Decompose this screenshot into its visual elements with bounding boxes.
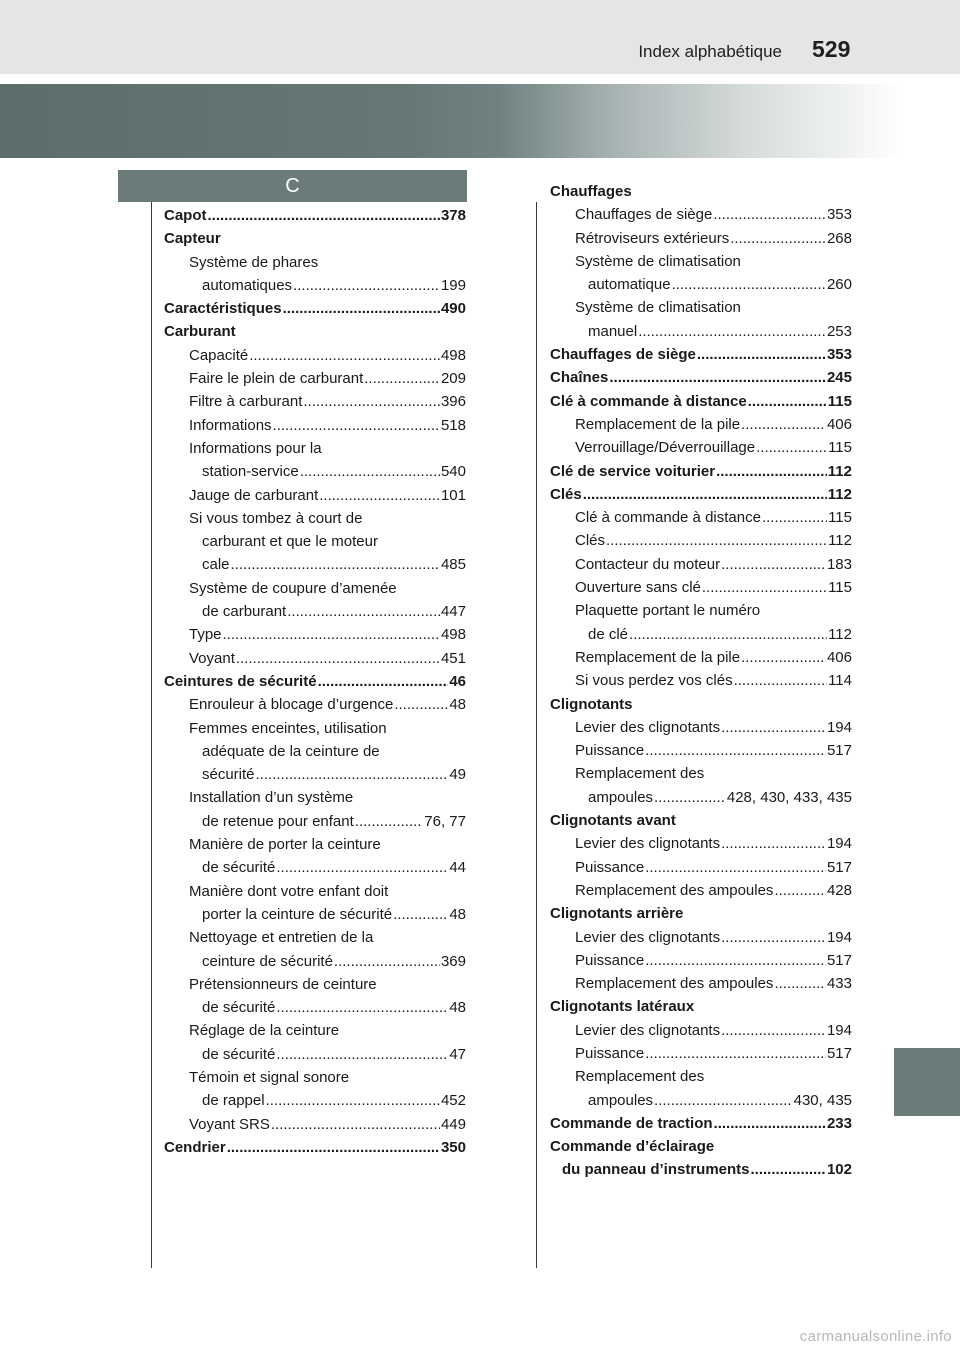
index-entry bbox=[550, 436, 852, 459]
index-entry-page: 353 bbox=[826, 206, 852, 224]
index-entry bbox=[164, 717, 466, 740]
index-entry-page: 112 bbox=[828, 625, 852, 643]
index-entry-label: station-service bbox=[202, 463, 299, 481]
dot-leader bbox=[394, 693, 448, 716]
index-entry-page: 199 bbox=[440, 276, 466, 294]
index-entry-label: Capot bbox=[164, 207, 207, 224]
index-entry-label: Remplacement de la pile bbox=[575, 648, 741, 666]
index-entry-label: de clé bbox=[588, 625, 629, 643]
index-entry bbox=[164, 530, 466, 553]
index-entry bbox=[164, 950, 466, 973]
index-entry-label: Réglage de la ceinture bbox=[189, 1022, 340, 1040]
index-entry bbox=[550, 972, 852, 995]
index-entry-page: 517 bbox=[826, 742, 852, 760]
index-entry bbox=[550, 786, 852, 809]
index-entry bbox=[550, 995, 852, 1018]
index-entry bbox=[164, 880, 466, 903]
index-entry bbox=[550, 390, 852, 413]
index-entry-label: Contacteur du moteur bbox=[575, 555, 721, 573]
index-entry-label: automatique bbox=[588, 276, 671, 294]
index-entry-label: Faire le plein de carburant bbox=[189, 370, 364, 388]
index-entry-page: 498 bbox=[440, 626, 466, 644]
dot-leader bbox=[293, 274, 440, 297]
dot-leader bbox=[223, 623, 440, 646]
dot-leader bbox=[266, 1089, 440, 1112]
index-entry-page: 396 bbox=[440, 393, 466, 411]
index-entry-label: Remplacement des ampoules bbox=[575, 881, 774, 899]
index-entry-label: Remplacement des bbox=[575, 1068, 705, 1086]
index-entry-page: 115 bbox=[828, 439, 852, 457]
dot-leader bbox=[364, 367, 440, 390]
dot-leader bbox=[756, 436, 827, 459]
dot-leader bbox=[273, 414, 440, 437]
index-entry bbox=[164, 833, 466, 856]
index-entry-label: Si vous perdez vos clés bbox=[575, 672, 733, 690]
index-entry-label: Manière dont votre enfant doit bbox=[189, 882, 389, 900]
dot-leader bbox=[734, 669, 828, 692]
index-entry bbox=[550, 1019, 852, 1042]
index-entry bbox=[164, 1019, 466, 1042]
index-entry bbox=[164, 553, 466, 576]
dot-leader bbox=[672, 273, 826, 296]
index-entry-page: 518 bbox=[440, 416, 466, 434]
index-entry bbox=[550, 832, 852, 855]
index-entry-label: ampoules bbox=[588, 788, 654, 806]
dot-leader bbox=[774, 972, 826, 995]
index-entry bbox=[550, 296, 852, 319]
index-entry-page: 76, 77 bbox=[424, 812, 466, 830]
index-entry bbox=[550, 529, 852, 552]
index-entry bbox=[550, 483, 852, 506]
index-entry-page: 451 bbox=[440, 649, 466, 667]
index-entry bbox=[164, 227, 466, 250]
index-entry bbox=[550, 180, 852, 203]
index-entry-page: 517 bbox=[826, 1044, 852, 1062]
dot-leader bbox=[606, 529, 827, 552]
dot-leader bbox=[629, 623, 827, 646]
index-entry bbox=[550, 227, 852, 250]
index-entry bbox=[550, 599, 852, 622]
dot-leader bbox=[748, 390, 827, 413]
dot-leader bbox=[762, 506, 827, 529]
index-entry-label: de sécurité bbox=[202, 1045, 276, 1063]
index-entry-page: 350 bbox=[440, 1138, 466, 1156]
index-entry-label: Système de climatisation bbox=[575, 299, 741, 317]
index-entry-label: Commande de traction bbox=[550, 1114, 713, 1132]
index-entry-page: 194 bbox=[826, 928, 852, 946]
index-entry-page: 517 bbox=[826, 858, 852, 876]
index-entry-label: Caractéristiques bbox=[164, 300, 282, 318]
index-entry-label: sécurité bbox=[202, 766, 255, 784]
index-entry bbox=[550, 716, 852, 739]
index-entry-label: Cendrier bbox=[164, 1138, 226, 1156]
index-entry bbox=[164, 623, 466, 646]
index-entry bbox=[164, 740, 466, 763]
dot-leader bbox=[714, 1112, 826, 1135]
index-entry bbox=[164, 670, 466, 693]
index-entry-label: Témoin et signal sonore bbox=[189, 1068, 350, 1086]
page-number: 529 bbox=[812, 36, 851, 62]
dot-leader bbox=[318, 670, 449, 693]
index-entry bbox=[550, 739, 852, 762]
index-entry bbox=[550, 343, 852, 366]
index-entry-label: du panneau d’instruments bbox=[562, 1161, 750, 1179]
index-entry-label: Clés bbox=[550, 485, 582, 503]
index-entry bbox=[164, 1089, 466, 1112]
index-entry-page: 428 bbox=[826, 881, 852, 899]
dot-leader bbox=[638, 320, 826, 343]
dot-leader bbox=[583, 483, 827, 506]
index-entry-label: Plaquette portant le numéro bbox=[575, 602, 761, 620]
dot-leader bbox=[721, 716, 826, 739]
index-entry-label: Système de coupure d’amenée bbox=[189, 579, 397, 597]
dot-leader bbox=[283, 297, 440, 320]
index-entry-label: Clé à commande à distance bbox=[550, 392, 747, 410]
index-entry-label: Informations bbox=[189, 416, 272, 434]
index-entry-page: 49 bbox=[449, 766, 466, 784]
index-entry-label: Puissance bbox=[575, 742, 645, 760]
index-entry-label: Verrouillage/Déverrouillage bbox=[575, 439, 756, 457]
index-entry bbox=[164, 414, 466, 437]
index-entry bbox=[550, 809, 852, 832]
right-column-divider bbox=[536, 202, 537, 1268]
index-entry bbox=[550, 926, 852, 949]
index-entry-page: 485 bbox=[440, 556, 466, 574]
dot-leader bbox=[271, 1113, 440, 1136]
index-entry bbox=[164, 367, 466, 390]
index-entry-label: Enrouleur à blocage d’urgence bbox=[189, 696, 394, 714]
index-entry bbox=[164, 856, 466, 879]
dot-leader bbox=[393, 903, 448, 926]
index-entry-label: Remplacement de la pile bbox=[575, 415, 741, 433]
index-entry bbox=[164, 1113, 466, 1136]
index-column-right bbox=[550, 180, 852, 1182]
dot-leader bbox=[721, 1019, 826, 1042]
index-entry-label: automatiques bbox=[202, 276, 293, 294]
index-entry-label: de sécurité bbox=[202, 999, 276, 1017]
index-entry-page: 449 bbox=[440, 1115, 466, 1133]
index-entry bbox=[550, 576, 852, 599]
index-entry-page: 101 bbox=[440, 486, 466, 504]
left-column-divider bbox=[151, 202, 152, 1268]
dot-leader bbox=[300, 460, 440, 483]
index-entry bbox=[550, 1042, 852, 1065]
dot-leader bbox=[697, 343, 826, 366]
dot-leader bbox=[716, 460, 827, 483]
dot-leader bbox=[287, 600, 440, 623]
index-entry-label: Ouverture sans clé bbox=[575, 579, 701, 597]
index-entry bbox=[550, 366, 852, 389]
index-entry-page: 353 bbox=[826, 346, 852, 364]
index-entry bbox=[550, 693, 852, 716]
index-entry bbox=[550, 1135, 852, 1158]
index-entry bbox=[164, 1066, 466, 1089]
index-entry-label: Clignotants arrière bbox=[550, 905, 684, 923]
dot-leader bbox=[741, 646, 826, 669]
dot-leader bbox=[730, 227, 826, 250]
index-entry bbox=[164, 786, 466, 809]
index-entry-label: Puissance bbox=[575, 951, 645, 969]
index-entry bbox=[164, 647, 466, 670]
dot-leader bbox=[249, 344, 440, 367]
index-entry-label: Carburant bbox=[164, 323, 236, 341]
index-entry-label: Ceintures de sécurité bbox=[164, 672, 317, 690]
index-entry-label: Chauffages bbox=[550, 183, 632, 200]
index-entry bbox=[164, 973, 466, 996]
index-entry-label: Clé à commande à distance bbox=[575, 509, 761, 527]
index-entry-label: manuel bbox=[588, 322, 638, 340]
index-entry-label: Chauffages de siège bbox=[550, 346, 696, 364]
index-entry-label: Jauge de carburant bbox=[189, 486, 319, 504]
dot-leader bbox=[645, 739, 826, 762]
index-entry bbox=[550, 1112, 852, 1135]
dot-leader bbox=[645, 1042, 826, 1065]
index-entry bbox=[550, 623, 852, 646]
index-entry-label: Clignotants avant bbox=[550, 812, 676, 830]
index-entry-page: 115 bbox=[828, 509, 852, 527]
index-entry bbox=[164, 693, 466, 716]
index-entry-page: 540 bbox=[440, 463, 466, 481]
index-entry bbox=[550, 273, 852, 296]
index-entry-page: 378 bbox=[440, 207, 466, 224]
index-entry-label: Clé de service voiturier bbox=[550, 462, 716, 480]
index-entry-label: Chauffages de siège bbox=[575, 206, 713, 224]
index-entry bbox=[550, 902, 852, 925]
index-entry bbox=[164, 390, 466, 413]
dot-leader bbox=[276, 996, 448, 1019]
index-entry-label: Prétensionneurs de ceinture bbox=[189, 975, 377, 993]
index-column-left bbox=[164, 204, 466, 1159]
index-entry bbox=[164, 274, 466, 297]
index-entry-page: 48 bbox=[449, 905, 466, 923]
index-entry-label: Clignotants bbox=[550, 695, 633, 713]
index-entry bbox=[550, 856, 852, 879]
dot-leader bbox=[236, 647, 440, 670]
index-entry-label: adéquate de la ceinture de bbox=[202, 742, 380, 760]
chapter-side-tab bbox=[894, 1048, 960, 1116]
index-entry-label: Manière de porter la ceinture bbox=[189, 836, 381, 854]
index-entry bbox=[164, 484, 466, 507]
index-entry-label: Clés bbox=[575, 532, 606, 550]
index-entry bbox=[164, 204, 466, 227]
index-entry bbox=[550, 1089, 852, 1112]
index-entry-label: porter la ceinture de sécurité bbox=[202, 905, 393, 923]
index-entry-page: 245 bbox=[826, 369, 852, 387]
index-entry-page: 44 bbox=[449, 859, 466, 877]
index-entry bbox=[164, 460, 466, 483]
dot-leader bbox=[609, 366, 826, 389]
index-entry bbox=[164, 1136, 466, 1159]
index-entry bbox=[550, 203, 852, 226]
index-entry-label: Levier des clignotants bbox=[575, 718, 721, 736]
index-entry bbox=[550, 460, 852, 483]
index-entry-label: Système de phares bbox=[189, 253, 319, 271]
dot-leader bbox=[721, 832, 826, 855]
index-entry-page: 447 bbox=[440, 603, 466, 621]
index-entry-page: 48 bbox=[449, 696, 466, 714]
index-entry-page: 194 bbox=[826, 835, 852, 853]
index-entry-page: 430, 435 bbox=[793, 1091, 852, 1109]
index-entry-label: cale bbox=[202, 556, 230, 574]
dot-leader bbox=[751, 1158, 826, 1181]
dot-leader bbox=[654, 786, 726, 809]
index-entry-page: 102 bbox=[826, 1161, 852, 1179]
index-entry bbox=[550, 1158, 852, 1181]
index-entry-page: 47 bbox=[449, 1045, 466, 1063]
index-entry bbox=[550, 250, 852, 273]
index-entry bbox=[164, 763, 466, 786]
index-entry-label: Remplacement des ampoules bbox=[575, 975, 774, 993]
index-entry-page: 260 bbox=[826, 276, 852, 294]
index-entry-page: 428, 430, 433, 435 bbox=[726, 788, 852, 806]
index-entry-label: de carburant bbox=[202, 603, 287, 621]
index-entry-page: 112 bbox=[828, 532, 852, 550]
index-entry bbox=[164, 437, 466, 460]
dot-leader bbox=[645, 949, 826, 972]
index-entry-page: 46 bbox=[449, 672, 466, 690]
index-entry-page: 233 bbox=[826, 1114, 852, 1132]
index-entry-label: Levier des clignotants bbox=[575, 835, 721, 853]
decorative-banner bbox=[0, 84, 960, 158]
dot-leader bbox=[276, 1043, 448, 1066]
index-entry bbox=[164, 810, 466, 833]
index-entry bbox=[164, 903, 466, 926]
index-entry bbox=[550, 1065, 852, 1088]
index-entry bbox=[164, 926, 466, 949]
index-entry bbox=[164, 507, 466, 530]
index-entry bbox=[164, 344, 466, 367]
dot-leader bbox=[208, 204, 440, 227]
dot-leader bbox=[702, 576, 827, 599]
index-entry-label: Filtre à carburant bbox=[189, 393, 303, 411]
dot-leader bbox=[721, 553, 826, 576]
dot-leader bbox=[227, 1136, 440, 1159]
index-entry-label: Voyant bbox=[189, 649, 235, 667]
index-entry-label: carburant et que le moteur bbox=[202, 533, 378, 551]
index-entry-label: Puissance bbox=[575, 858, 645, 876]
index-entry-page: 112 bbox=[827, 462, 852, 480]
index-entry-label: Capteur bbox=[164, 230, 221, 248]
index-entry-label: ceinture de sécurité bbox=[202, 952, 333, 970]
index-entry bbox=[164, 1043, 466, 1066]
index-entry bbox=[550, 949, 852, 972]
index-entry-page: 209 bbox=[440, 370, 466, 388]
index-entry-label: Levier des clignotants bbox=[575, 928, 721, 946]
index-entry-page: 115 bbox=[827, 392, 852, 410]
dot-leader bbox=[645, 856, 826, 879]
index-entry bbox=[550, 506, 852, 529]
index-entry-page: 406 bbox=[826, 415, 852, 433]
dot-leader bbox=[231, 553, 440, 576]
index-entry-page: 452 bbox=[440, 1092, 466, 1110]
index-entry-label: Femmes enceintes, utilisation bbox=[189, 719, 387, 737]
index-entry bbox=[164, 996, 466, 1019]
index-entry bbox=[164, 577, 466, 600]
index-entry-page: 115 bbox=[828, 579, 852, 597]
index-entry-page: 183 bbox=[826, 555, 852, 573]
dot-leader bbox=[713, 203, 826, 226]
index-entry-label: Informations pour la bbox=[189, 439, 322, 457]
index-entry bbox=[550, 669, 852, 692]
index-entry-label: de retenue pour enfant bbox=[202, 812, 354, 830]
index-entry bbox=[550, 762, 852, 785]
dot-leader bbox=[303, 390, 440, 413]
index-entry-label: Rétroviseurs extérieurs bbox=[575, 229, 730, 247]
index-entry-label: Commande d’éclairage bbox=[550, 1138, 715, 1156]
index-entry-label: Système de climatisation bbox=[575, 252, 741, 270]
index-entry-page: 268 bbox=[826, 229, 852, 247]
index-entry bbox=[164, 600, 466, 623]
index-entry-page: 194 bbox=[826, 718, 852, 736]
index-entry-label: Si vous tombez à court de bbox=[189, 509, 363, 527]
index-entry-page: 406 bbox=[826, 648, 852, 666]
dot-leader bbox=[774, 879, 826, 902]
dot-leader bbox=[741, 413, 826, 436]
index-entry-page: 112 bbox=[827, 485, 852, 503]
index-entry-label: de sécurité bbox=[202, 859, 276, 877]
dot-leader bbox=[334, 950, 440, 973]
index-entry-label: Levier des clignotants bbox=[575, 1021, 721, 1039]
index-entry-label: Remplacement des bbox=[575, 765, 705, 783]
index-entry bbox=[550, 413, 852, 436]
index-entry bbox=[550, 320, 852, 343]
dot-leader bbox=[276, 856, 448, 879]
index-entry-label: Chaînes bbox=[550, 369, 609, 387]
index-entry-label: Capacité bbox=[189, 346, 249, 364]
index-entry-label: Clignotants latéraux bbox=[550, 998, 695, 1016]
index-entry-page: 114 bbox=[828, 672, 852, 690]
dot-leader bbox=[721, 926, 826, 949]
index-entry bbox=[164, 251, 466, 274]
index-entry bbox=[550, 553, 852, 576]
index-entry-label: ampoules bbox=[588, 1091, 654, 1109]
index-entry-label: Nettoyage et entretien de la bbox=[189, 929, 374, 947]
index-entry-label: Type bbox=[189, 626, 222, 644]
index-entry-label: Puissance bbox=[575, 1044, 645, 1062]
index-entry-page: 433 bbox=[826, 975, 852, 993]
index-entry bbox=[550, 646, 852, 669]
index-entry-page: 498 bbox=[440, 346, 466, 364]
index-entry-page: 490 bbox=[440, 300, 466, 318]
dot-leader bbox=[319, 484, 440, 507]
index-entry-label: de rappel bbox=[202, 1092, 265, 1110]
index-entry bbox=[550, 879, 852, 902]
index-entry-page: 369 bbox=[440, 952, 466, 970]
header-title: Index alphabétique bbox=[638, 42, 782, 61]
dot-leader bbox=[355, 810, 423, 833]
index-entry-page: 253 bbox=[826, 322, 852, 340]
index-entry-page: 194 bbox=[826, 1021, 852, 1039]
index-entry-page: 517 bbox=[826, 951, 852, 969]
dot-leader bbox=[654, 1089, 793, 1112]
index-entry-page: 48 bbox=[449, 999, 466, 1017]
index-entry-label: Installation d’un système bbox=[189, 789, 354, 807]
index-entry-label: Voyant SRS bbox=[189, 1115, 270, 1133]
index-entry bbox=[164, 297, 466, 320]
watermark: carmanualsonline.info bbox=[799, 1328, 952, 1345]
dot-leader bbox=[256, 763, 449, 786]
section-letter-tab: C bbox=[118, 170, 467, 202]
index-entry bbox=[164, 320, 466, 343]
